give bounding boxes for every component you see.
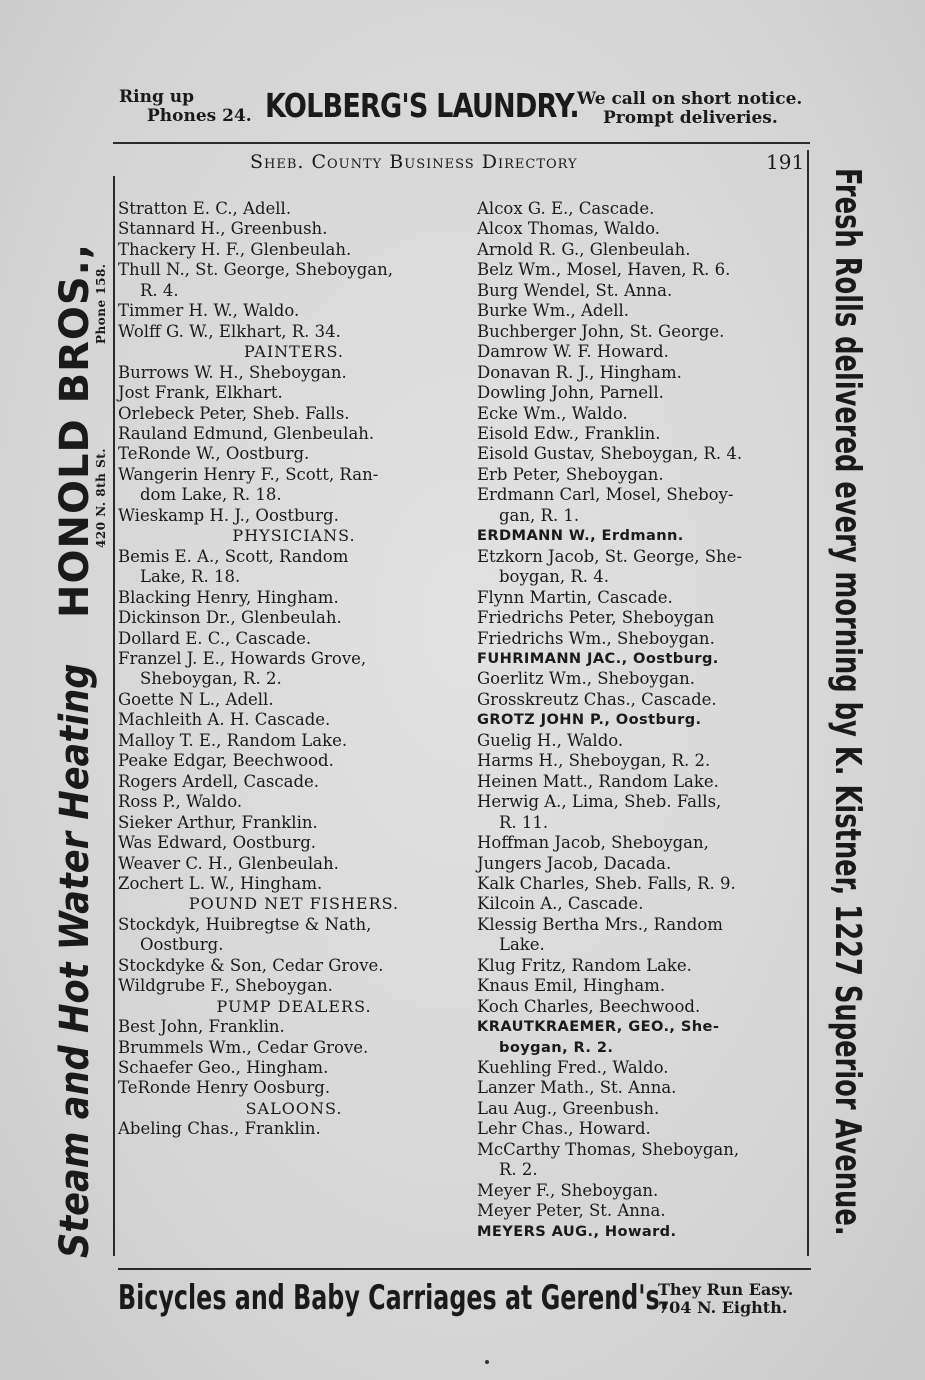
- entry-text: Burrows W. H., Sheboygan.: [118, 362, 347, 382]
- entry-text: Jungers Jacob, Dacada.: [477, 853, 672, 873]
- entry-text: Donavan R. J., Hingham.: [477, 362, 682, 382]
- laundry-phone-text: Ring up Phones 24.: [119, 87, 252, 126]
- entry-text: Knaus Emil, Hingham.: [477, 976, 666, 996]
- laundry-title: KOLBERG'S LAUNDRY.: [265, 86, 579, 125]
- entry-text: Hoffman Jacob, Sheboygan,: [477, 833, 709, 853]
- entry-text: Arnold R. G., Glenbeulah.: [477, 239, 691, 259]
- entry-text: Lau Aug., Greenbush.: [477, 1098, 660, 1118]
- directory-entry: [118, 506, 470, 526]
- directory-entry: [118, 465, 470, 506]
- entry-text: Friedrichs Peter, Sheboygan: [477, 608, 715, 628]
- directory-entry: [477, 833, 809, 853]
- section-heading: POUND NET FISHERS.: [188, 894, 400, 914]
- directory-entry: [118, 649, 470, 690]
- laundry-service-text: We call on short notice. Prompt deliveries.: [577, 89, 803, 128]
- directory-entry: [118, 956, 470, 976]
- entry-text: Thackery H. F., Glenbeulah.: [118, 239, 352, 259]
- directory-entry: [118, 383, 470, 403]
- entry-text: Blacking Henry, Hingham.: [118, 587, 339, 607]
- entry-continuation: R. 11.: [499, 812, 549, 832]
- directory-entry: [477, 260, 809, 280]
- directory-entry: [477, 444, 809, 464]
- directory-entry: [477, 1201, 809, 1221]
- directory-entry: [477, 1017, 809, 1058]
- directory-entry: [477, 792, 809, 833]
- directory-entry: [118, 260, 470, 301]
- entry-continuation: boygan, R. 2.: [499, 1038, 614, 1056]
- bicycle-ad-side: They Run Easy. 704 N. Eighth.: [658, 1280, 794, 1317]
- entry-text: Burg Wendel, St. Anna.: [477, 280, 673, 300]
- directory-entry: [477, 1119, 809, 1139]
- entry-text: Eisold Gustav, Sheboygan, R. 4.: [477, 444, 743, 464]
- top-rule: [113, 142, 810, 144]
- entry-text: Klug Fritz, Random Lake.: [477, 955, 692, 975]
- entry-continuation: Sheboygan, R. 2.: [140, 669, 282, 689]
- entry-text: Goette N L., Adell.: [118, 689, 274, 709]
- directory-entry: [477, 997, 809, 1017]
- directory-entry: [118, 1058, 470, 1078]
- directory-entry: [477, 342, 809, 362]
- directory-entry: [118, 547, 470, 588]
- section-heading: SALOONS.: [245, 1098, 343, 1118]
- entry-text: Brummels Wm., Cedar Grove.: [118, 1037, 369, 1057]
- directory-entry: [118, 301, 470, 321]
- directory-entry: [477, 1058, 809, 1078]
- entry-text: Kilcoin A., Cascade.: [477, 894, 644, 914]
- directory-entry: [477, 690, 809, 710]
- entry-text: Guelig H., Waldo.: [477, 730, 624, 750]
- entry-text: Abeling Chas., Franklin.: [118, 1119, 321, 1139]
- entry-text: Wangerin Henry F., Scott, Ran-: [118, 464, 379, 484]
- directory-entry: [118, 792, 470, 812]
- entry-text: Schaefer Geo., Hingham.: [118, 1058, 329, 1078]
- entry-text: Erdmann Carl, Mosel, Sheboy-: [477, 485, 734, 505]
- directory-entry: [477, 219, 809, 239]
- entry-text: Zochert L. W., Hingham.: [118, 873, 323, 893]
- directory-entry: [477, 1140, 809, 1181]
- directory-entry: [477, 465, 809, 485]
- entry-text: Timmer H. W., Waldo.: [118, 301, 300, 321]
- entry-text: Ross P., Waldo.: [118, 792, 243, 812]
- directory-entry: [477, 322, 809, 342]
- entry-continuation: boygan, R. 4.: [499, 567, 609, 587]
- entry-text: McCarthy Thomas, Sheboygan,: [477, 1139, 740, 1159]
- entry-text: Etzkorn Jacob, St. George, She-: [477, 546, 743, 566]
- entry-text: Wieskamp H. J., Oostburg.: [118, 505, 339, 525]
- entry-text: Burke Wm., Adell.: [477, 301, 630, 321]
- directory-entry: [477, 854, 809, 874]
- entry-text: Best John, Franklin.: [118, 1017, 285, 1037]
- directory-entry: [477, 404, 809, 424]
- entry-text: Was Edward, Oostburg.: [118, 833, 317, 853]
- honold-bros-phone: Phone 158.: [94, 263, 108, 345]
- entry-text: Herwig A., Lima, Sheb. Falls,: [477, 792, 722, 812]
- entry-continuation: R. 4.: [140, 280, 179, 300]
- entry-text: Damrow W. F. Howard.: [477, 342, 669, 362]
- entry-text: Rauland Edmund, Glenbeulah.: [118, 423, 375, 443]
- directory-entry: [118, 813, 470, 833]
- directory-entry: [477, 240, 809, 260]
- entry-text: Stratton E. C., Adell.: [118, 199, 292, 218]
- left-column-rule: [113, 176, 115, 1256]
- directory-entry: [477, 649, 809, 669]
- entry-text: Franzel J. E., Howards Grove,: [118, 648, 367, 668]
- directory-entry: [477, 772, 809, 792]
- directory-entry: [118, 751, 470, 771]
- directory-entry: [477, 976, 809, 996]
- entry-text: Heinen Matt., Random Lake.: [477, 771, 719, 791]
- bicycle-ad-main: Bicycles and Baby Carriages at Gerend's.: [118, 1278, 669, 1318]
- directory-entry: [118, 219, 470, 239]
- entry-text: Klessig Bertha Mrs., Random: [477, 914, 723, 934]
- directory-entry: [477, 363, 809, 383]
- directory-entry: [477, 1181, 809, 1201]
- directory-entry: [477, 199, 809, 219]
- directory-entry: [477, 669, 809, 689]
- entry-continuation: Lake.: [499, 935, 545, 955]
- directory-entry: [477, 485, 809, 526]
- directory-entry: [477, 751, 809, 771]
- directory-entry: [118, 240, 470, 260]
- directory-entry: [477, 608, 809, 628]
- entry-text: TeRonde Henry Oosburg.: [118, 1078, 331, 1098]
- directory-entry: [118, 363, 470, 383]
- directory-entry: [477, 629, 809, 649]
- entry-text: Buchberger John, St. George.: [477, 321, 725, 341]
- directory-entry: [118, 833, 470, 853]
- entry-text: Bemis E. A., Scott, Random: [118, 546, 349, 566]
- directory-entry: [118, 1017, 470, 1037]
- honold-bros-contact: [94, 264, 108, 548]
- entry-continuation: Lake, R. 18.: [140, 567, 241, 587]
- directory-entry: [118, 854, 470, 874]
- directory-entry: [118, 404, 470, 424]
- running-head: Sheb. County Business Directory: [250, 151, 578, 173]
- directory-entry: [477, 424, 809, 444]
- entry-text: Kalk Charles, Sheb. Falls, R. 9.: [477, 873, 736, 893]
- directory-entry: [118, 1078, 470, 1098]
- entry-text: Machleith A. H. Cascade.: [118, 710, 331, 730]
- entry-text: MEYERS AUG., Howard.: [477, 1222, 677, 1240]
- directory-entry: [477, 1222, 809, 1242]
- directory-entry: [477, 526, 809, 546]
- entry-text: TeRonde W., Oostburg.: [118, 444, 310, 464]
- bakery-text: Fresh Rolls delivered every morning by K. Kistner, 1227 Superior Avenue.: [827, 168, 868, 1236]
- section-heading: PUMP DEALERS.: [216, 996, 372, 1016]
- directory-entry: [477, 383, 809, 403]
- entry-text: Peake Edgar, Beechwood.: [118, 751, 334, 771]
- entry-text: Dollard E. C., Cascade.: [118, 628, 312, 648]
- directory-entry: [118, 1038, 470, 1058]
- directory-entry: [118, 874, 470, 894]
- entry-text: Eisold Edw., Franklin.: [477, 423, 661, 443]
- entry-text: ERDMANN W., Erdmann.: [477, 527, 684, 545]
- directory-entry: [477, 1099, 809, 1119]
- directory-entry: [118, 588, 470, 608]
- directory-entry: [118, 322, 470, 342]
- directory-entry: [118, 710, 470, 730]
- directory-entry: [118, 424, 470, 444]
- entry-text: Alcox G. E., Cascade.: [477, 199, 655, 218]
- entry-text: Goerlitz Wm., Sheboygan.: [477, 669, 696, 689]
- entry-text: Kuehling Fred., Waldo.: [477, 1058, 669, 1078]
- directory-entry: [118, 772, 470, 792]
- entry-text: Ecke Wm., Waldo.: [477, 403, 628, 423]
- entry-text: Dowling John, Parnell.: [477, 383, 664, 403]
- laundry-advertisement: [115, 86, 815, 136]
- directory-entry: [477, 894, 809, 914]
- page-number: 191: [766, 150, 805, 174]
- honold-bros-address: 420 N. 8th St.: [94, 448, 108, 548]
- entry-text: Stockdyke & Son, Cedar Grove.: [118, 955, 384, 975]
- directory-entry: [118, 690, 470, 710]
- directory-entry: [477, 1078, 809, 1098]
- print-dot: [485, 1360, 489, 1364]
- directory-entry: [477, 731, 809, 751]
- directory-entry: [118, 629, 470, 649]
- entry-continuation: R. 2.: [499, 1160, 538, 1180]
- directory-entry: [118, 1119, 470, 1139]
- section-heading: PHYSICIANS.: [232, 526, 356, 546]
- entry-text: Stannard H., Greenbush.: [118, 219, 328, 239]
- directory-entry: [477, 281, 809, 301]
- entry-text: Friedrichs Wm., Sheboygan.: [477, 628, 715, 648]
- section-heading: PAINTERS.: [243, 342, 345, 362]
- directory-entry: [118, 976, 470, 996]
- entry-continuation: Oostburg.: [140, 935, 224, 955]
- directory-entry: [477, 301, 809, 321]
- entry-text: Flynn Martin, Cascade.: [477, 587, 673, 607]
- entry-text: Alcox Thomas, Waldo.: [477, 219, 661, 239]
- entry-text: Sieker Arthur, Franklin.: [118, 812, 318, 832]
- honold-bros-name: HONOLD BROS.,: [52, 242, 98, 618]
- entry-text: Wildgrube F., Sheboygan.: [118, 976, 333, 996]
- entry-text: Lanzer Math., St. Anna.: [477, 1078, 677, 1098]
- entry-text: KRAUTKRAEMER, GEO., She-: [477, 1018, 720, 1036]
- entry-text: Orlebeck Peter, Sheb. Falls.: [118, 403, 350, 423]
- entry-text: Lehr Chas., Howard.: [477, 1119, 651, 1139]
- heating-text: Steam and Hot Water Heating: [52, 663, 98, 1258]
- directory-entry: [477, 547, 809, 588]
- entry-text: Meyer F., Sheboygan.: [477, 1180, 659, 1200]
- entry-text: GROTZ JOHN P., Oostburg.: [477, 711, 702, 729]
- entry-text: Koch Charles, Beechwood.: [477, 996, 701, 1016]
- directory-entry: [477, 710, 809, 730]
- entry-text: Stockdyk, Huibregtse & Nath,: [118, 914, 372, 934]
- directory-entry: [118, 199, 470, 219]
- entry-text: Weaver C. H., Glenbeulah.: [118, 853, 339, 873]
- entry-text: Rogers Ardell, Cascade.: [118, 771, 320, 791]
- bottom-rule: [118, 1268, 811, 1270]
- entry-continuation: dom Lake, R. 18.: [140, 485, 282, 505]
- directory-entry: [118, 608, 470, 628]
- bicycle-advertisement: [118, 1278, 818, 1328]
- entry-text: Wolff G. W., Elkhart, R. 34.: [118, 321, 341, 341]
- directory-entry: [477, 588, 809, 608]
- entry-text: Dickinson Dr., Glenbeulah.: [118, 608, 342, 628]
- entry-continuation: gan, R. 1.: [499, 505, 580, 525]
- entry-text: Harms H., Sheboygan, R. 2.: [477, 751, 711, 771]
- right-column: [477, 199, 809, 1242]
- entry-text: Jost Frank, Elkhart.: [118, 383, 283, 403]
- entry-text: Meyer Peter, St. Anna.: [477, 1201, 666, 1221]
- directory-entry: [118, 731, 470, 751]
- entry-text: FUHRIMANN JAC., Oostburg.: [477, 649, 719, 667]
- left-column: [118, 199, 470, 1140]
- directory-entry: [118, 444, 470, 464]
- directory-entry: [477, 915, 809, 956]
- directory-entry: [118, 915, 470, 956]
- entry-text: Erb Peter, Sheboygan.: [477, 464, 664, 484]
- entry-text: Belz Wm., Mosel, Haven, R. 6.: [477, 260, 731, 280]
- directory-entry: [477, 874, 809, 894]
- directory-entry: [477, 956, 809, 976]
- entry-text: Malloy T. E., Random Lake.: [118, 730, 348, 750]
- entry-text: Thull N., St. George, Sheboygan,: [118, 260, 393, 280]
- entry-text: Grosskreutz Chas., Cascade.: [477, 689, 717, 709]
